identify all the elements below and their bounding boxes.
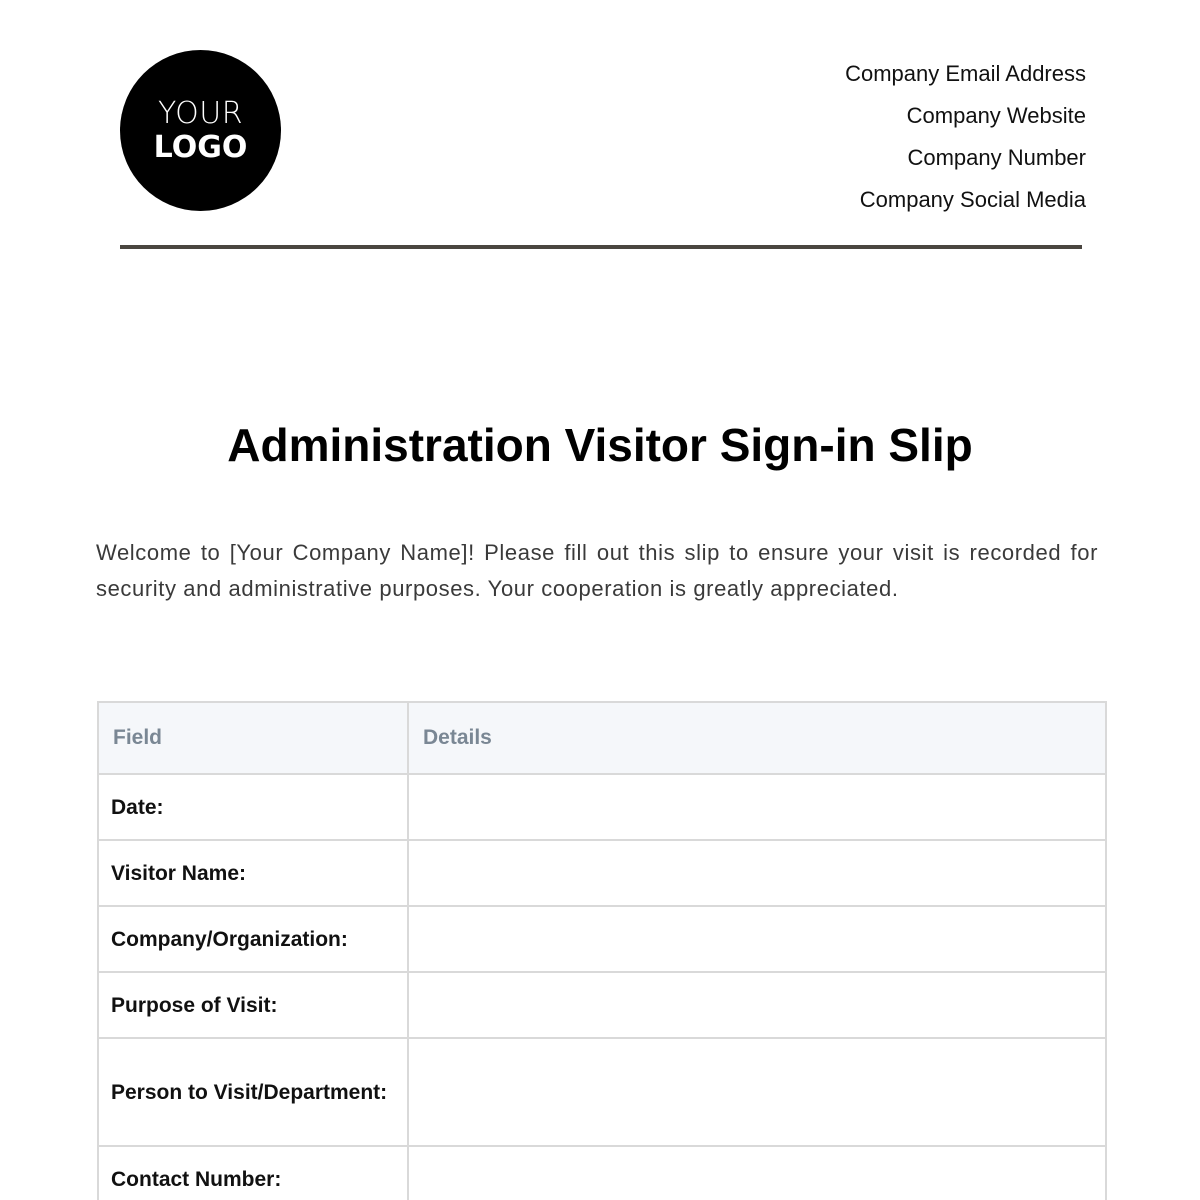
- table-row: [98, 906, 1106, 972]
- company-contact-block: [845, 53, 1086, 221]
- details-input-contact-number[interactable]: [408, 1146, 1106, 1200]
- field-label-company: Company/Organization:: [98, 906, 408, 972]
- details-input-purpose[interactable]: [408, 972, 1106, 1038]
- company-number: Company Number: [907, 145, 1086, 170]
- field-label-date: Date:: [98, 774, 408, 840]
- table-row: [98, 774, 1106, 840]
- column-header-details: Details: [408, 702, 1106, 774]
- company-email: Company Email Address: [845, 61, 1086, 86]
- field-label-visitor-name: Visitor Name:: [98, 840, 408, 906]
- table-row: [98, 1038, 1106, 1146]
- field-label-person-to-visit: Person to Visit/Department:: [98, 1038, 408, 1146]
- details-input-visitor-name[interactable]: [408, 840, 1106, 906]
- company-website: Company Website: [906, 103, 1086, 128]
- document-title: Administration Visitor Sign-in Slip: [227, 419, 973, 471]
- header-divider: [120, 245, 1082, 249]
- visitor-slip-table: [97, 701, 1107, 1200]
- company-social-media: Company Social Media: [859, 187, 1086, 212]
- table-row: [98, 972, 1106, 1038]
- intro-paragraph: Welcome to [Your Company Name]! Please fill out this slip to ensure your visit is recorded for security and administrative purposes. Your cooperation is greatly appreciated.: [96, 540, 1098, 601]
- table-row: [98, 1146, 1106, 1200]
- details-input-company[interactable]: [408, 906, 1106, 972]
- logo-text-logo: LOGO: [153, 129, 248, 165]
- column-header-field: Field: [98, 702, 408, 774]
- table-header-row: [98, 702, 1106, 774]
- logo-text-your: YOUR: [157, 95, 244, 131]
- field-label-contact-number: Contact Number:: [98, 1146, 408, 1200]
- field-label-purpose: Purpose of Visit:: [98, 972, 408, 1038]
- table-row: [98, 840, 1106, 906]
- details-input-person-to-visit[interactable]: [408, 1038, 1106, 1146]
- company-logo: [120, 50, 281, 211]
- details-input-date[interactable]: [408, 774, 1106, 840]
